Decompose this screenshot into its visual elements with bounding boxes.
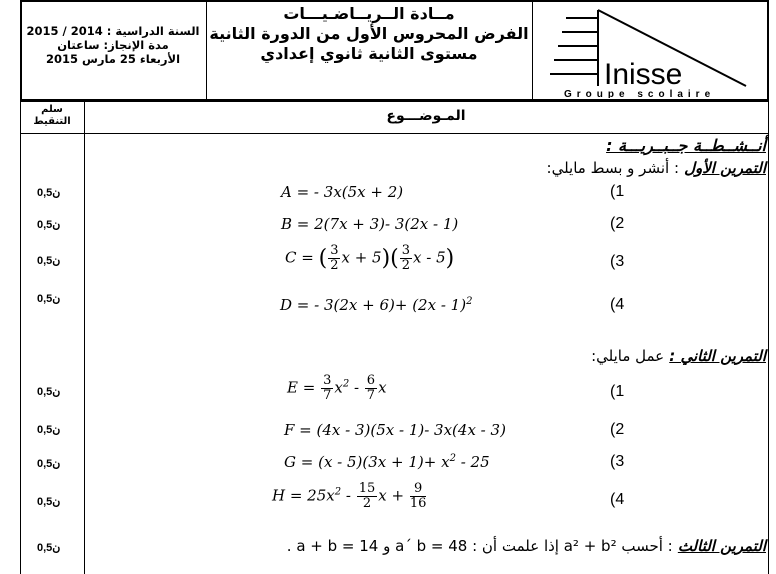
logo-name: Inisse xyxy=(604,58,683,91)
exercise1-mark-4: ن0,5 xyxy=(37,293,61,305)
level-title: مستوى الثانية ثانوي إعدادي xyxy=(260,44,478,63)
exercise3-text: : أحسب a² + b² إذا علمت أن : 48 = a´ b و 14 = a + b . xyxy=(286,537,673,555)
header-title-block xyxy=(208,4,530,64)
exam-date: الأربعاء 25 مارس 2015 xyxy=(45,52,181,66)
subject-title: مــادة الــريــاضـيـــات xyxy=(283,4,455,23)
exercise1-title: التمرين الأول xyxy=(684,159,766,177)
exercise1-num-1: (1 xyxy=(610,183,625,200)
exercise2-mark-2: ن0,5 xyxy=(37,424,61,436)
exam-title: الفرض المحروس الأول من الدورة الثانية xyxy=(209,24,529,43)
exercise1-mark-1: ن0,5 xyxy=(37,187,61,199)
header-divider-1 xyxy=(206,0,207,101)
exam-duration: مدة الإنجاز: ساعتان xyxy=(57,38,169,52)
exercise2-instruction: عمل مايلي: xyxy=(591,347,665,365)
exercise1-num-4: (4 xyxy=(610,296,625,313)
table-top-line xyxy=(20,101,769,102)
exercise2-expr-F: F = (4x - 3)(5x - 1)- 3x(4x - 3) xyxy=(284,421,506,439)
table-right-border xyxy=(768,101,769,574)
exercise1-expr-D: D = - 3(2x + 6)+ (2x - 1)$^2$ xyxy=(280,296,473,314)
exercise1-num-2: (2 xyxy=(610,215,625,232)
exercise1-num-3: (3 xyxy=(610,253,625,270)
exercise1-expr-A: A = - 3x(5x + 2) xyxy=(281,183,404,201)
exercise2-mark-1: ن0,5 xyxy=(37,386,61,398)
exercise1-expr-C: C = ( $\frac{3}{2}$ x + 5)( $\frac{3}{2}$ x - 5) xyxy=(285,243,455,273)
exercise1-expr-B: B = 2(7x + 3)- 3(2x - 1) xyxy=(281,215,459,233)
header-divider-2 xyxy=(532,0,533,101)
exercise1-mark-2: ن0,5 xyxy=(37,219,61,231)
section-title: أنــشــطــة جــبــريـــة : xyxy=(606,136,766,155)
table-header-line xyxy=(20,133,769,134)
exercise2-mark-3: ن0,5 xyxy=(37,458,61,470)
school-year: السنة الدراسية : 2014 / 2015 xyxy=(26,24,200,38)
exercise3-mark: ن0,5 xyxy=(37,542,61,554)
exercise2-expr-E: E = $\frac{3}{7}$ $x^2$ - $\frac{6}{7}$ x xyxy=(287,373,387,403)
exercise2-num-3: (3 xyxy=(610,453,625,470)
exercise2-expr-H: $H = 25x^2$ - $\frac{15}{2}$ x + $\frac{9}{16}$ xyxy=(272,481,427,511)
exercise2-num-4: (4 xyxy=(610,491,625,508)
exercise3-title: التمرين الثالث xyxy=(677,537,766,555)
grading-column-header: سلم التنقيط xyxy=(33,104,71,127)
exercise1-heading xyxy=(547,158,766,177)
exercise2-mark-4: ن0,5 xyxy=(37,496,61,508)
table-column-divider xyxy=(84,101,85,574)
exercise2-title: التمرين الثاني : xyxy=(669,347,766,365)
exercise2-num-1: (1 xyxy=(610,383,625,400)
exercise3-line xyxy=(287,536,766,555)
school-logo xyxy=(540,6,766,98)
exercise1-instruction: : أنشر و بسط مايلي: xyxy=(546,159,679,177)
exercise2-heading xyxy=(591,346,766,365)
logo-subtitle: Groupe scolaire xyxy=(564,89,716,98)
header-info xyxy=(22,24,204,66)
subject-column-header: المـوضـــوع xyxy=(386,108,466,124)
table-left-border xyxy=(20,101,21,574)
exercise2-num-2: (2 xyxy=(610,421,625,438)
exercise2-expr-G: $G = (x - 5)(3x + 1)+ x^2 - 25$ xyxy=(284,453,490,471)
exercise1-mark-3: ن0,5 xyxy=(37,255,61,267)
